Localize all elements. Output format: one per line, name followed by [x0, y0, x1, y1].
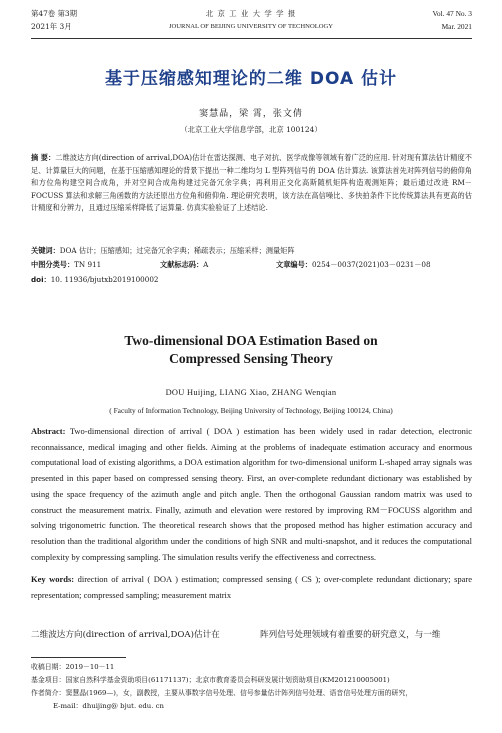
abstract-en-label: Abstract: — [31, 426, 66, 436]
affiliation-cn: （北京工业大学信息学部，北京 100124） — [180, 125, 322, 134]
abstract-cn-label: 摘 要： — [31, 153, 56, 162]
clc-value: TN 911 — [74, 260, 102, 269]
intro-left-column: 二维波达方向(direction of arrival,DOA)估计在 — [31, 630, 220, 640]
document-code — [160, 260, 208, 270]
volume-issue-en: Vol. 47 No. 3 — [432, 9, 472, 18]
clc-label: 中图分类号： — [31, 260, 75, 269]
header-rule — [31, 38, 472, 39]
doi — [31, 275, 158, 285]
title-en — [0, 332, 502, 368]
journal-name-cn: 北 京 工 业 大 学 学 报 — [205, 9, 297, 18]
author-bio: 作者简介：窦慧晶(1969—)，女，副教授，主要从事数字信号处理、信号参量估计阵列信号处理、语音信号处理方面的研究， — [31, 689, 413, 697]
keywords-cn-label: 关键词： — [31, 246, 60, 255]
funding-note: 基金项目：国家自然科学基金资助项目(61171137)；北京市教育委员会科研发展计划资助项目(KM201210005001) — [31, 676, 390, 684]
author-email: E-mail：dhuijing@ bjut. edu. cn — [53, 702, 164, 710]
keywords-cn — [31, 245, 472, 258]
journal-name-en: JOURNAL OF BEIJING UNIVERSITY OF TECHNOLOGY — [168, 23, 334, 30]
abstract-en — [31, 424, 472, 565]
date-cn: 2021年 3月 — [31, 22, 72, 31]
title-cn: 基于压缩感知理论的二维 DOA 估计 — [104, 69, 398, 89]
authors-en: DOU Huijing, LIANG Xiao, ZHANG Wenqian — [165, 388, 337, 397]
date-en: Mar. 2021 — [441, 22, 472, 31]
title-en-line2: Compressed Sensing Theory — [169, 351, 333, 366]
intro-right-column: 阵列信号处理领域有着重要的研究意义，与一维 — [260, 630, 441, 640]
doc-code-value: A — [203, 260, 209, 269]
authors-cn: 窦慧晶，梁 霄，张文倩 — [199, 109, 303, 119]
article-number-label: 文章编号： — [276, 260, 312, 269]
doi-value: 10. 11936/bjutxb2019100002 — [50, 275, 159, 284]
keywords-en — [31, 572, 472, 603]
abstract-en-text: Two-dimensional direction of arrival ( DOA ) estimation has been widely used in radar detection, electronic reconnaissance, medical imaging and other fields. Aiming at the problems of inadequate estimation accuracy and enormous computational load of existing algorithms, a DOA estimation algorithm for two-dimensional uniform L-shaped array signals was presented in this paper based on compressed sensing theory. First, an over-complete redundant dictionary was established by using the space frequency of the azimuth angle and pitch angle. Then the orthogonal Gaussian random matrix was used to construct the measurement matrix. Finally, azimuth and elevation were restored by improving RM－FOCUSS algorithm and solving trigonometric function. The theoretical research shows that the proposed method has higher estimation accuracy and resolution than the traditional algorithm under the conditions of high SNR and multi-snapshot, and it reduces the computational complexity by compressing sampling. The simulation results verify the effectiveness and correctness. — [31, 426, 472, 562]
title-en-line1: Two-dimensional DOA Estimation Based on — [124, 333, 378, 348]
clc-number — [31, 260, 101, 270]
doc-code-label: 文献标志码： — [160, 260, 204, 269]
abstract-cn — [31, 152, 472, 215]
doi-label: doi： — [31, 275, 51, 284]
abstract-cn-text: 二维波达方向(direction of arrival,DOA)估计在雷达探测、电子对抗、医学成像等领域有着广泛的应用. 针对现有算法估计精度不足、计算量巨大的问题，在基于压缩感知理论的背景下提出一种二维均匀 L 型阵列信号的 DOA 估计算法. 该算法首先对阵列信号的俯仰角和方位角构建空间合成角，并对空间合成角构建过完备冗余字典；再利用正交化高斯随机矩阵构造观测矩阵；最后通过改进 RM－FOCUSS 算法和求解三角函数的方法还原出方位角和俯仰角. 理论研究表明，该方法在高信噪比、多快拍条件下比传统算法具有更高的估计精度和分辨力，且通过压缩采样降低了运算量. 仿真实验验证了上述结论. — [31, 153, 472, 213]
volume-issue-cn: 第47卷 第3期 — [31, 9, 78, 18]
keywords-cn-text: DOA 估计；压缩感知；过完备冗余字典；稀疏表示；压缩采样；测量矩阵 — [59, 246, 295, 255]
keywords-en-label: Key words: — [31, 574, 75, 584]
article-number-value: 0254－0037(2021)03－0231－08 — [311, 260, 431, 269]
received-date: 收稿日期：2019－10－11 — [31, 663, 115, 671]
affiliation-en: ( Faculty of Information Technology, Beijing University of Technology, Beijing 100124, China) — [109, 406, 393, 415]
article-number — [276, 260, 431, 270]
footnote-rule — [31, 657, 126, 658]
keywords-en-text: direction of arrival ( DOA ) estimation; compressed sensing ( CS ); over-complete redundant dictionary; spare representation; compressed sampling; measurement matrix — [31, 574, 473, 600]
